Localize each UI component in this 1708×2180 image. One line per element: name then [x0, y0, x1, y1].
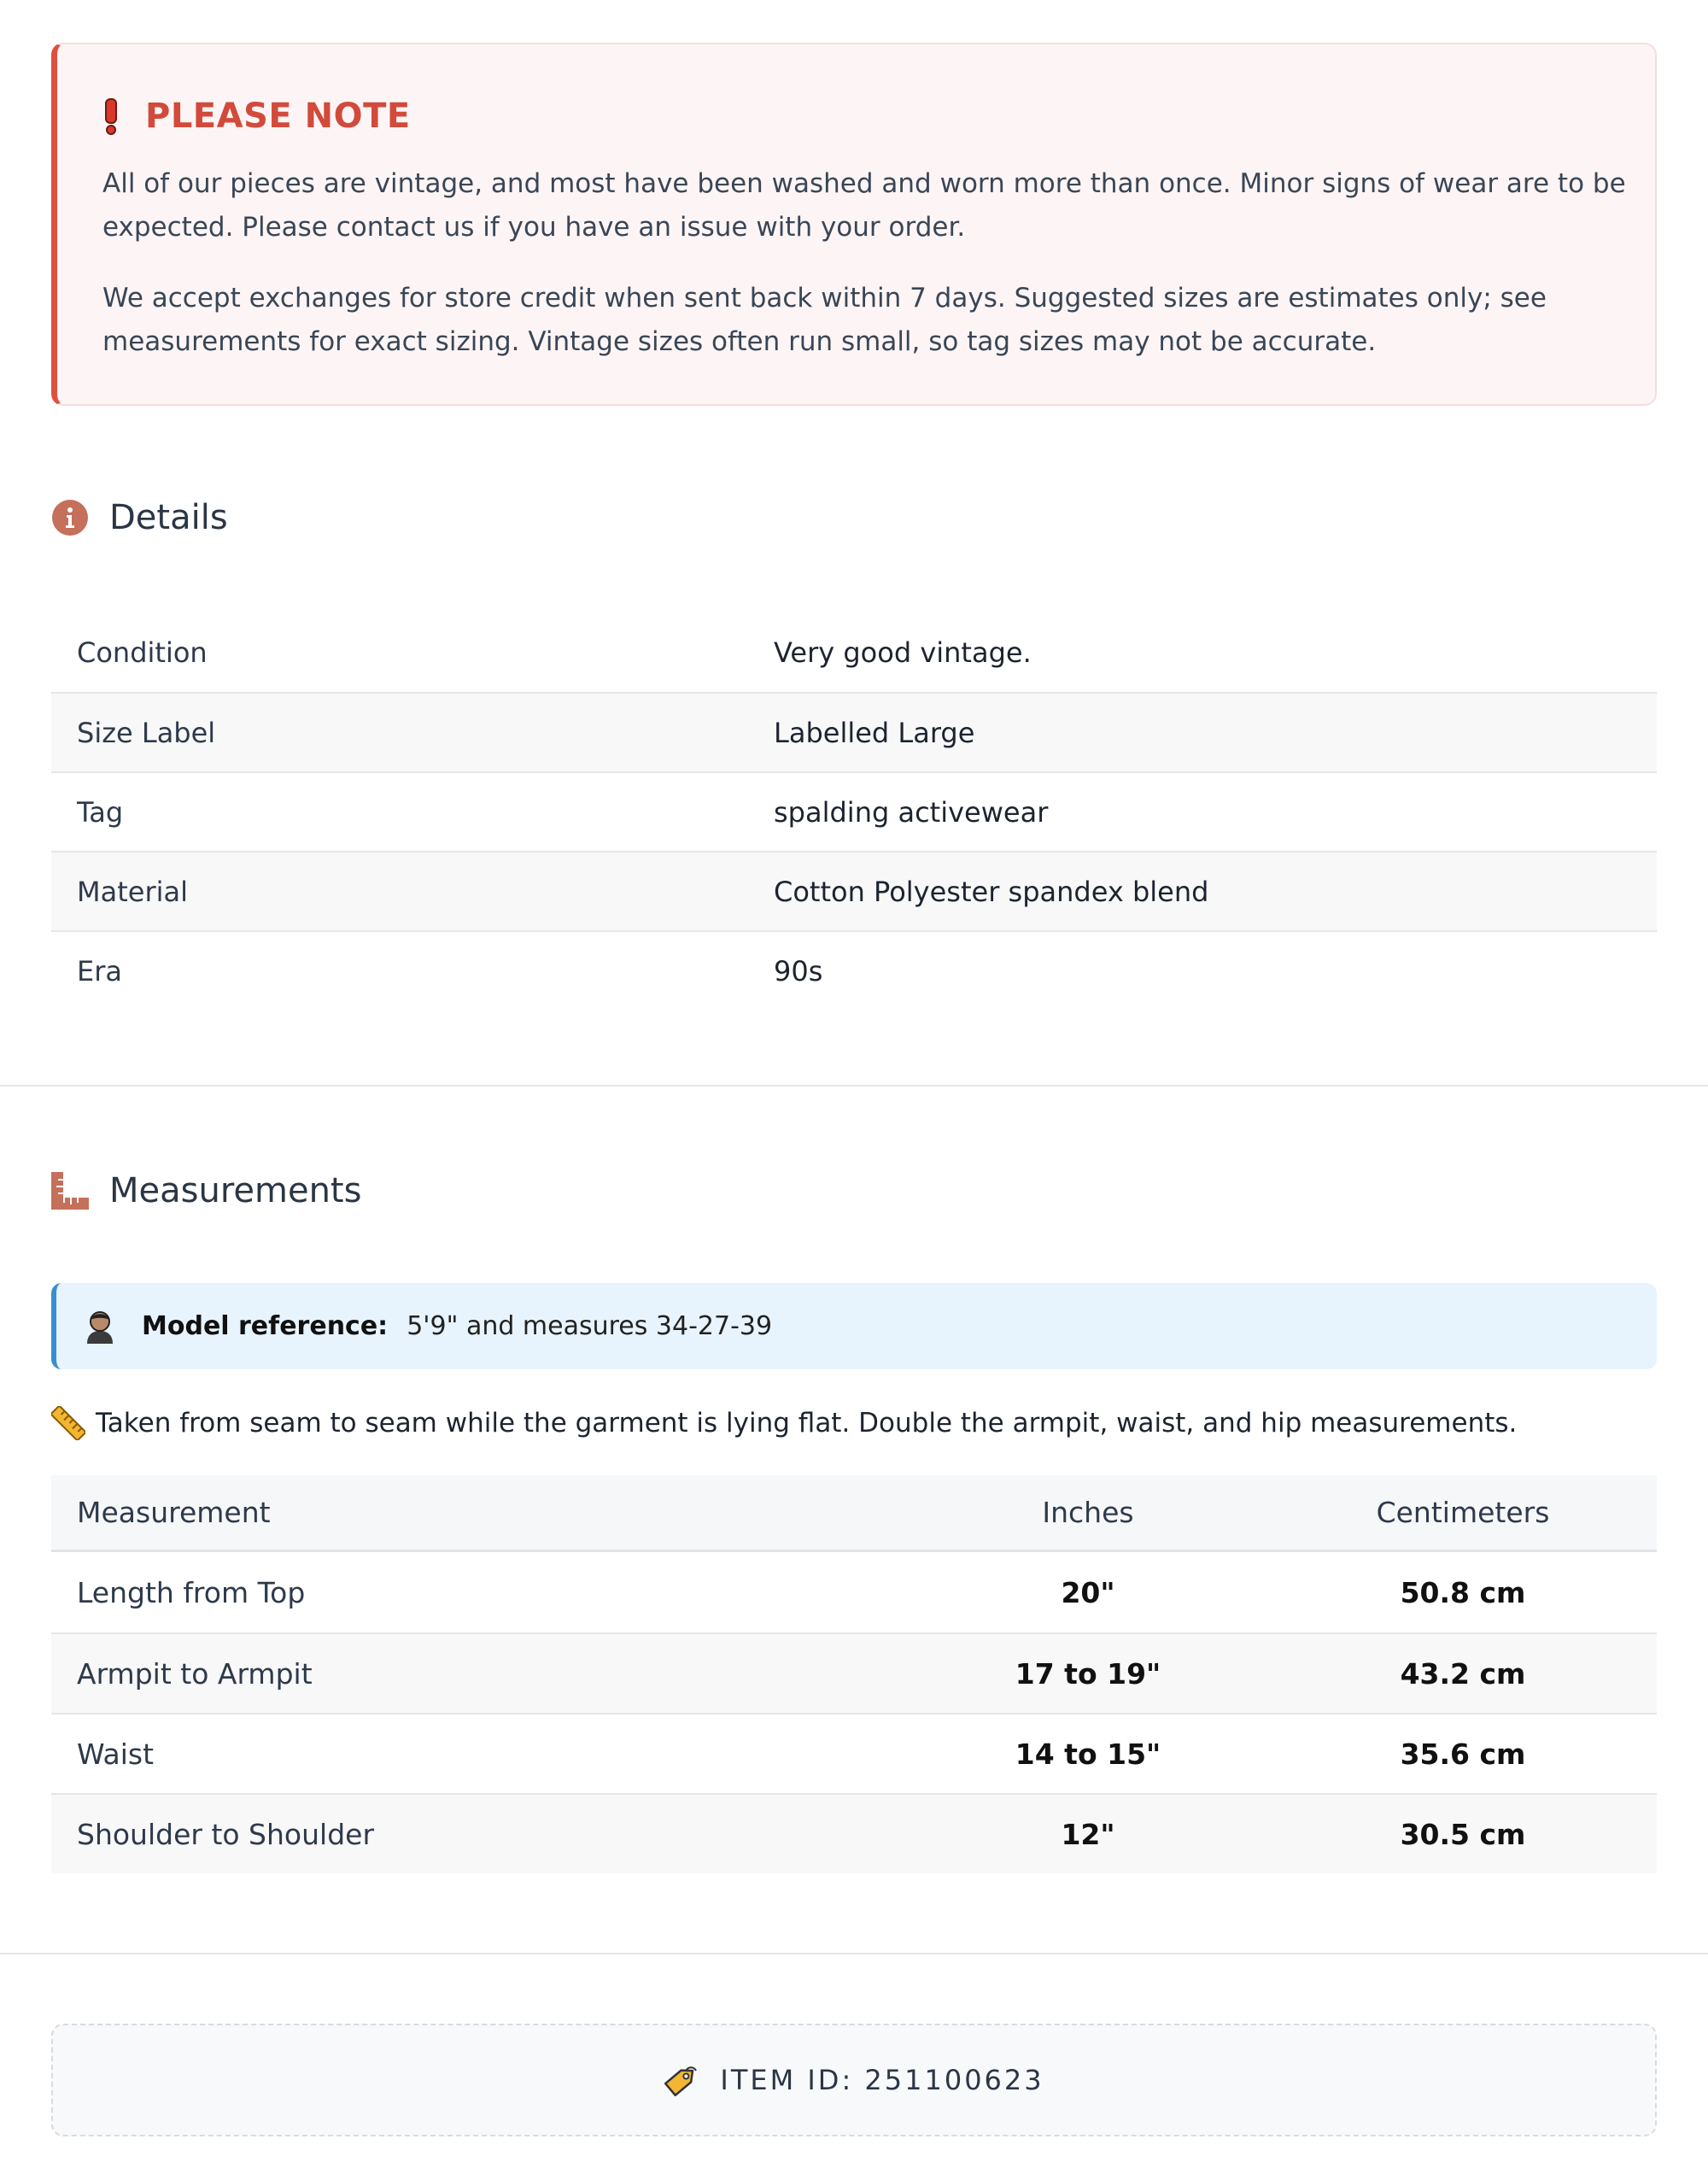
measurement-name: Shoulder to Shoulder — [77, 1817, 375, 1851]
tag-icon — [664, 2062, 699, 2098]
details-row — [51, 692, 1657, 771]
info-icon — [51, 499, 89, 536]
details-value: Labelled Large — [774, 716, 975, 749]
details-row — [51, 930, 1657, 1010]
details-value: Cotton Polyester spandex blend — [774, 875, 1209, 908]
column-header: Measurement — [77, 1496, 271, 1529]
measurement-inches: 17 to 19" — [1015, 1656, 1161, 1691]
details-table — [51, 612, 1657, 1010]
details-value: spalding activewear — [774, 795, 1049, 829]
details-row — [51, 771, 1657, 851]
measurement-cm: 30.5 cm — [1400, 1817, 1526, 1851]
measurement-name: Length from Top — [77, 1575, 306, 1609]
person-icon — [84, 1310, 116, 1344]
table-row — [51, 1713, 1657, 1793]
model-reference-box — [51, 1283, 1657, 1369]
please-note-box — [51, 43, 1657, 406]
details-title: Details — [109, 498, 228, 537]
item-id-box — [51, 2024, 1657, 2136]
measurement-name: Armpit to Armpit — [77, 1656, 313, 1691]
ruler-combined-icon — [51, 1172, 89, 1210]
measurement-inches: 14 to 15" — [1015, 1737, 1161, 1771]
measurement-tip-text: Taken from seam to seam while the garment is lying flat. Double the armpit, waist, and hip measurements. — [96, 1408, 1518, 1439]
details-label: Tag — [77, 795, 124, 829]
note-paragraph-1: All of our pieces are vintage, and most have been washed and worn more than once. Minor signs of wear are to be expected. Please contact us if you have an issue with your order. — [102, 168, 1626, 243]
ruler-icon — [51, 1406, 85, 1440]
note-title: PLEASE NOTE — [145, 97, 411, 136]
measurements-table — [51, 1475, 1657, 1873]
measurement-cm: 43.2 cm — [1400, 1656, 1526, 1691]
details-row — [51, 612, 1657, 692]
column-header: Inches — [1042, 1496, 1134, 1529]
table-row — [51, 1632, 1657, 1713]
details-label: Era — [77, 954, 122, 987]
details-header — [51, 498, 228, 537]
measurements-title: Measurements — [109, 1171, 362, 1210]
measurements-header — [51, 1171, 361, 1210]
measurement-inches: 12" — [1061, 1817, 1115, 1851]
table-row — [51, 1552, 1657, 1632]
measurement-cm: 35.6 cm — [1400, 1737, 1526, 1771]
model-reference-label: Model reference: — [142, 1311, 389, 1341]
section-divider — [0, 1953, 1708, 1954]
item-id: ITEM ID: 251100623 — [720, 2064, 1044, 2096]
section-divider — [0, 1085, 1708, 1087]
details-value: 90s — [774, 954, 823, 987]
model-reference-text: 5'9" and measures 34-27-39 — [407, 1311, 773, 1341]
measurement-cm: 50.8 cm — [1400, 1575, 1526, 1609]
details-label: Material — [77, 875, 188, 908]
measurement-inches: 20" — [1061, 1575, 1115, 1609]
details-label: Size Label — [77, 716, 216, 749]
measurement-tip — [51, 1406, 1517, 1440]
details-row — [51, 851, 1657, 930]
details-label: Condition — [77, 636, 208, 669]
column-header: Centimeters — [1376, 1496, 1550, 1529]
table-row — [51, 1793, 1657, 1873]
measurements-table-header — [51, 1475, 1657, 1552]
details-value: Very good vintage. — [774, 636, 1032, 669]
exclamation-icon — [102, 97, 120, 135]
measurement-name: Waist — [77, 1737, 155, 1771]
note-paragraph-2: We accept exchanges for store credit when sent back within 7 days. Suggested sizes are estimates only; see measurements for exact sizing. Vintage sizes often run small, so tag sizes may not be accurate. — [102, 283, 1547, 357]
note-header — [102, 91, 1655, 142]
